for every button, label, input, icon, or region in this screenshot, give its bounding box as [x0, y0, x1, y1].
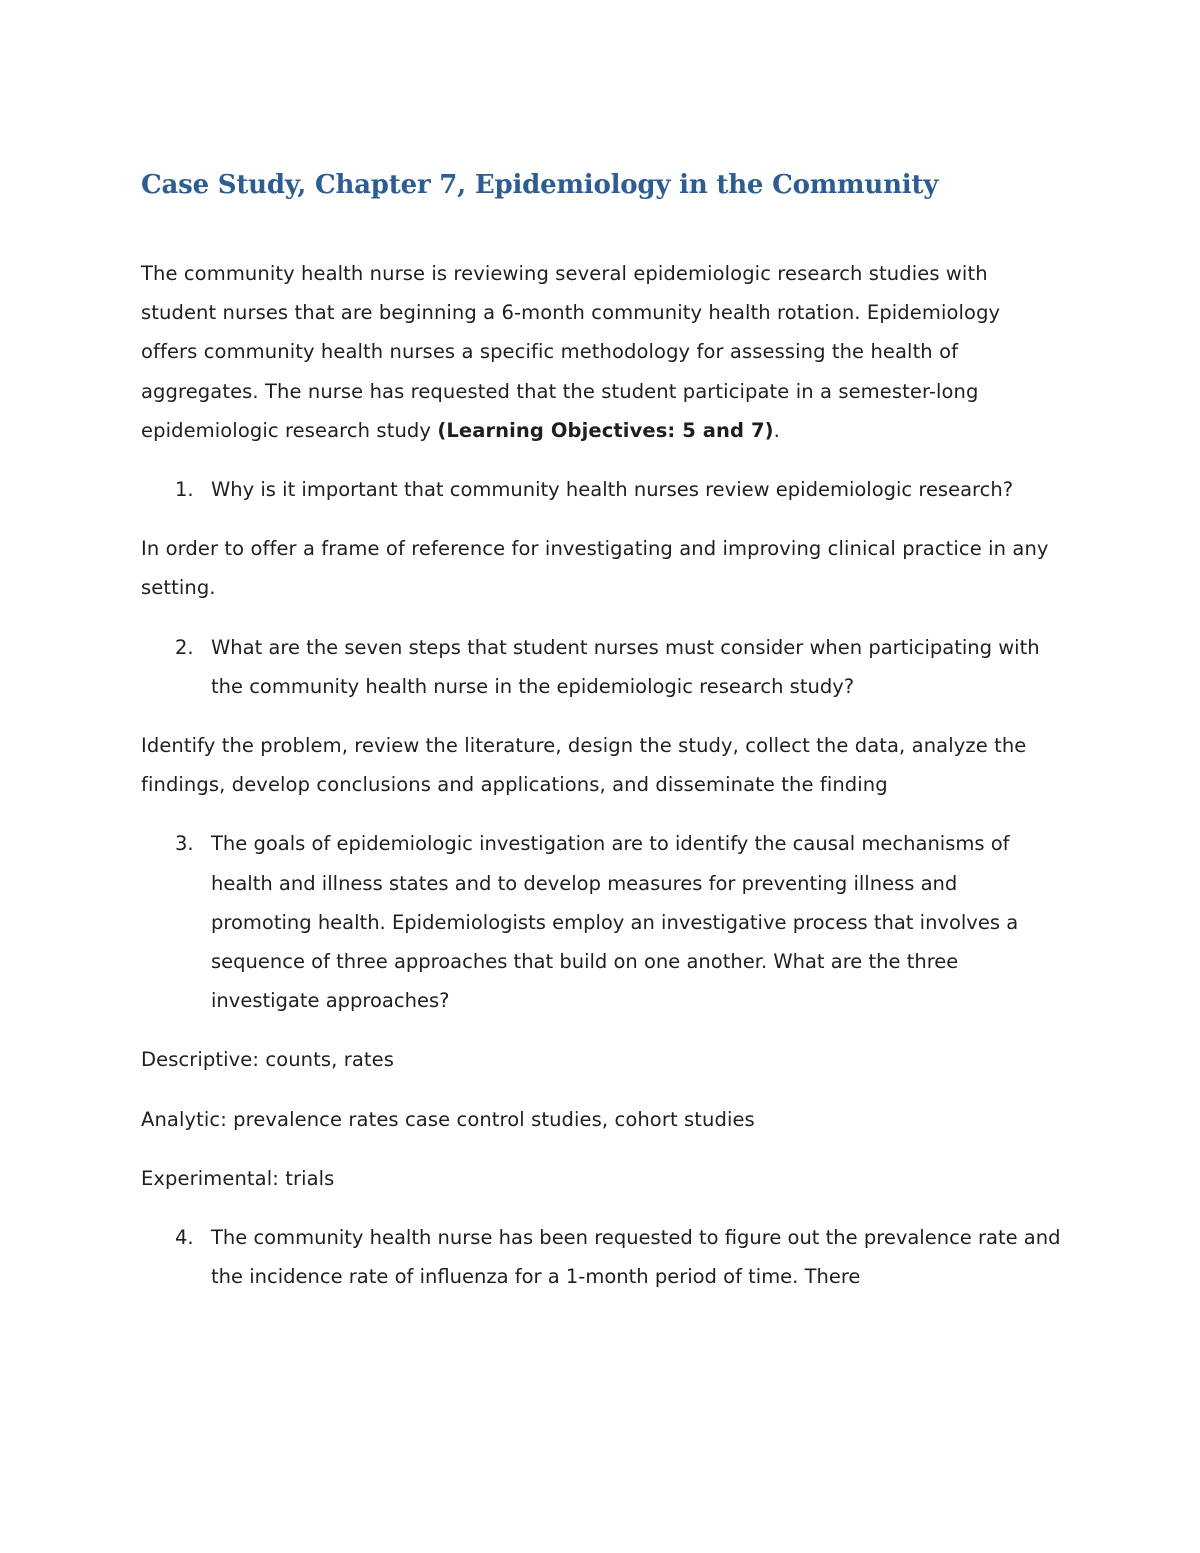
- question-number: 4.: [175, 1226, 194, 1250]
- question-2: [141, 628, 1061, 706]
- document-body: [141, 166, 1061, 1296]
- intro-paragraph: [141, 254, 1061, 450]
- intro-end: .: [773, 418, 780, 442]
- answer-1: In order to offer a frame of reference for investigating and improving clinical practice in any setting.: [141, 537, 1049, 600]
- document-title: Case Study, Chapter 7, Epidemiology in the Community: [141, 170, 939, 200]
- answer-2: Identify the problem, review the literature, design the study, collect the data, analyze the findings, develop conclusions and applications, and disseminate the finding: [141, 734, 1027, 797]
- question-1: [141, 470, 1061, 509]
- question-text: The community health nurse has been requested to figure out the prevalence rate and the incidence rate of influenza for a 1-month period of time. There: [211, 1226, 1061, 1289]
- question-text: The goals of epidemiologic investigation are to identify the causal mechanisms of health and illness states and to develop measures for preventing illness and promoting health. Epidemiologists employ an investigative process that involves a sequence of three approaches that build on one another. What are the three investigate approaches?: [211, 832, 1019, 1013]
- question-number: 1.: [175, 478, 194, 502]
- question-text: What are the seven steps that student nurses must consider when participating with the community health nurse in the epidemiologic research study?: [211, 635, 1040, 698]
- question-3: [141, 824, 1061, 1020]
- answer-3-experimental: Experimental: trials: [141, 1166, 335, 1190]
- answer-3-analytic: Analytic: prevalence rates case control studies, cohort studies: [141, 1107, 755, 1131]
- question-text: Why is it important that community health nurses review epidemiologic research?: [211, 478, 1014, 502]
- question-number: 3.: [175, 832, 194, 856]
- question-number: 2.: [175, 635, 194, 659]
- question-4: [141, 1218, 1061, 1296]
- learning-objectives: (Learning Objectives: 5 and 7): [437, 418, 774, 442]
- answer-3-descriptive: Descriptive: counts, rates: [141, 1048, 395, 1072]
- intro-text: The community health nurse is reviewing several epidemiologic research studies with student nurses that are beginning a 6-month community health rotation. Epidemiology offers community health nurses a specific methodology for assessing the health of aggregates. The nurse has requested that the student participate in a semester-long epidemiologic research study: [141, 262, 1001, 442]
